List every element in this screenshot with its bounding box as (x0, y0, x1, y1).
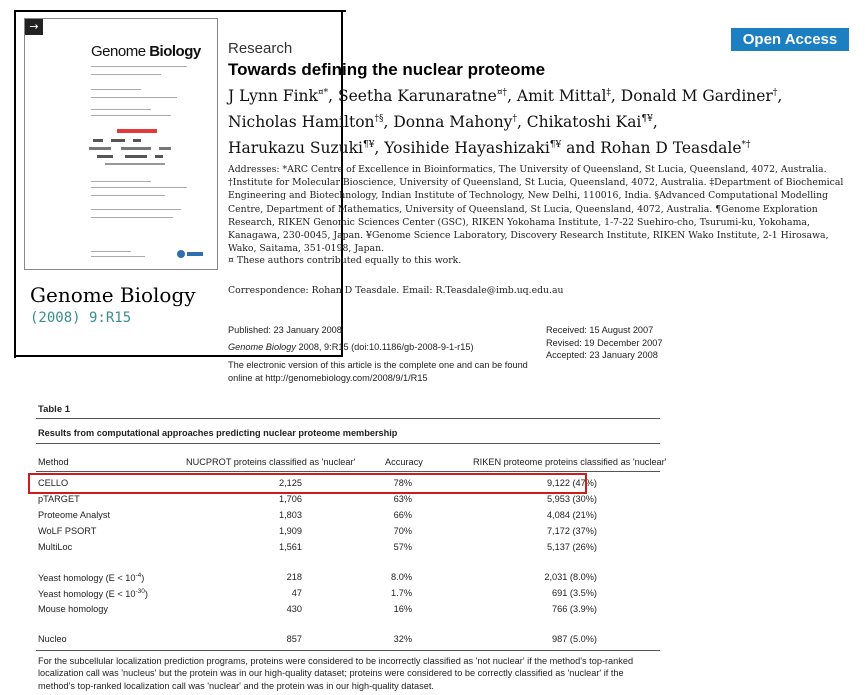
author-affiliation-marker: ¶¥ (641, 114, 653, 125)
author-separator: , (610, 87, 621, 106)
author-affiliation-marker: ¤* (317, 88, 329, 98)
author-affiliation-marker: ¶¥ (549, 140, 562, 151)
journal-reference: (2008) 9:R15 (30, 310, 132, 326)
author-addresses: Addresses: *ARC Centre of Excellence in Bioinformatics, The University of Queensland, St Lucia, Queensland, 4072, Australia. †Institute for Molecular Bioscience, University of Queensland, St Lucia, Queensland, 4072, Australia. ‡Department of Biochemical Engineering and Biotechnology, Indian Institute of Technology, New Delhi, 110016, India. §Advanced Computational Modelling Centre, Department of Mathematics, University of Queensland, St Lucia, Queensland, 4072, Australia. ¶Genome Exploration Research, RIKEN Genomic Sciences Center (GSC), RIKEN Yokohama Institute, 1-7-22 Suehiro-cho, Tsurumi-ku, Yokohama, Kanagawa, 230-0045, Japan. ¥Genome Science Laboratory, Discovery Research Institute, RIKEN Wako Institute, 2-1 Hirosawa, Wako, Saitama, 351-0198, Japan. (228, 164, 844, 255)
author-name: Donald M Gardiner (620, 87, 773, 106)
open-access-badge[interactable]: Open Access (731, 28, 849, 51)
received-date: Received: 15 August 2007 (546, 325, 654, 335)
cell-riken: 2,031 (8.0%) (544, 572, 597, 582)
column-header-method: Method (38, 457, 69, 467)
author-separator: , (328, 87, 338, 106)
cell-nucprot: 47 (291, 588, 302, 598)
author-separator: and (561, 139, 601, 158)
method-text: Nucleo (38, 634, 67, 644)
table-label: Table 1 (38, 404, 71, 415)
section-label: Research (228, 40, 293, 57)
article-title: Towards defining the nuclear proteome (228, 60, 546, 79)
cell-method (38, 510, 110, 520)
method-text: Yeast homology (E < 10 (38, 589, 136, 600)
cell-method (38, 634, 67, 644)
cover-title: Genome Biology (91, 43, 201, 60)
cover-text-line (91, 181, 151, 182)
accepted-date: Accepted: 23 January 2008 (546, 350, 658, 360)
cover-text-line (91, 115, 171, 116)
table-rule (36, 650, 660, 651)
author-name: Seetha Karunaratne (338, 87, 497, 106)
cell-method (38, 494, 80, 504)
method-text-end: ) (144, 589, 148, 600)
cover-text-line (91, 256, 145, 257)
cell-accuracy: 57% (393, 542, 412, 552)
author-affiliation-marker: † (512, 114, 517, 125)
cell-riken: 691 (3.5%) (552, 588, 597, 598)
author-separator: , (652, 113, 658, 132)
cell-nucprot: 1,561 (279, 542, 302, 552)
cell-nucprot: 857 (286, 634, 302, 644)
author-affiliation-marker: †§ (374, 114, 384, 125)
electronic-version-note[interactable]: The electronic version of this article is the complete one and can be found online at http://genomebiology.com/2008/9/1/R15 (228, 360, 528, 383)
cell-method (38, 588, 148, 599)
method-text: Proteome Analyst (38, 510, 111, 520)
method-text: MultiLoc (38, 542, 73, 552)
equal-contribution-note: ¤ These authors contributed equally to this work. (228, 255, 462, 266)
method-exponent: -4 (135, 572, 142, 579)
method-text: pTARGET (38, 494, 80, 504)
cover-text-line (91, 195, 165, 196)
author-separator: , (507, 87, 517, 106)
cover-text-line (91, 74, 161, 75)
author-affiliation-marker: ¶¥ (362, 140, 375, 151)
cello-row-highlight (28, 473, 587, 494)
cell-accuracy: 32% (393, 634, 412, 644)
cover-text-line (91, 209, 181, 210)
cell-accuracy: 8.0% (391, 572, 412, 582)
author-name: Donna Mahony (393, 113, 513, 132)
cover-text-line (91, 217, 173, 218)
cell-riken: 4,084 (21%) (546, 510, 597, 520)
cover-figure (85, 123, 195, 173)
cell-accuracy: 66% (393, 510, 412, 520)
method-text: Mouse homology (38, 604, 108, 614)
cell-riken: 5,137 (26%) (546, 542, 597, 552)
author-name: J Lynn Fink (228, 87, 318, 106)
method-exponent: -30 (135, 588, 145, 595)
column-header-riken: RIKEN proteome proteins classified as 'nuclear' (473, 457, 667, 467)
cover-frame-edge (14, 355, 343, 357)
method-text: CELLO (38, 478, 69, 488)
table-rule (36, 471, 660, 472)
published-date: Published: 23 January 2008 (228, 325, 342, 335)
column-header-accuracy: Accuracy (385, 457, 423, 467)
cell-riken: 987 (5.0%) (552, 634, 597, 644)
cell-riken: 766 (3.9%) (552, 604, 597, 614)
author-separator: , (777, 87, 783, 106)
revised-date: Revised: 19 December 2007 (546, 337, 663, 348)
cell-riken: 7,172 (37%) (546, 526, 597, 536)
cell-nucprot: 218 (286, 572, 302, 582)
cell-method (38, 572, 144, 583)
journal-cover-thumbnail[interactable] (24, 18, 218, 270)
cover-text-line (91, 66, 187, 67)
cell-accuracy: 16% (393, 604, 412, 614)
cell-nucprot: 1,803 (279, 510, 302, 520)
author-name: Harukazu Suzuki (228, 139, 363, 158)
cell-nucprot: 1,706 (279, 494, 302, 504)
author-name: Rohan D Teasdale (600, 139, 742, 158)
author-separator: , (374, 139, 385, 158)
cover-text-line (91, 89, 141, 90)
author-separator: , (383, 113, 394, 132)
cover-text-line (91, 97, 177, 98)
cover-text-line (91, 109, 151, 110)
table-rule (36, 418, 660, 419)
author-list (228, 82, 838, 160)
table-caption: Results from computational approaches predicting nuclear proteome membership (38, 428, 398, 438)
cell-accuracy: 1.7% (391, 588, 412, 598)
article-dates (546, 324, 662, 362)
citation: Genome Biology 2008, 9:R15 (doi:10.1186/gb-2008-9-1-r15) (228, 342, 474, 352)
author-name: Yosihide Hayashizaki (384, 139, 550, 158)
table-footnote: For the subcellular localization prediction programs, proteins were considered to be incorrectly classified as 'not nuclear' if the method's top-ranked localization call was 'nucleus' but the protein was in our high-quality dataset; proteins were considered to be correctly classified as 'nuclear' if the method's top-ranked localization call was 'nuclear' and the protein was in our high-quality dataset. (38, 656, 634, 691)
cell-method (38, 604, 108, 614)
author-affiliation-marker: † (772, 88, 778, 98)
author-affiliation-marker: ‡ (606, 88, 611, 98)
publisher-logo (175, 247, 205, 261)
cell-method (38, 542, 72, 552)
author-affiliation-marker: *† (741, 140, 751, 151)
cell-nucprot: 1,909 (279, 526, 302, 536)
cell-riken: 9,122 (47%) (546, 478, 597, 488)
cell-nucprot: 2,125 (279, 478, 302, 488)
journal-name: Genome Biology (30, 283, 196, 307)
method-text-end: ) (141, 573, 145, 584)
author-separator: , (516, 113, 527, 132)
cell-accuracy: 78% (393, 478, 412, 488)
method-text: Yeast homology (E < 10 (38, 573, 136, 584)
cover-text-line (91, 251, 131, 252)
cell-accuracy: 63% (393, 494, 412, 504)
author-affiliation-marker: ¤† (496, 88, 508, 98)
cover-text-line (91, 187, 187, 188)
author-name: Nicholas Hamilton (228, 113, 375, 132)
cell-nucprot: 430 (286, 604, 302, 614)
cell-riken: 5,953 (30%) (546, 494, 597, 504)
method-text: WoLF PSORT (38, 526, 97, 536)
author-name: Chikatoshi Kai (526, 113, 642, 132)
column-header-nucprot: NUCPROT proteins classified as 'nuclear' (186, 457, 356, 467)
author-name: Amit Mittal (516, 87, 607, 106)
table-rule (36, 443, 660, 444)
cell-accuracy: 70% (393, 526, 412, 536)
cell-method (38, 526, 96, 536)
correspondence[interactable]: Correspondence: Rohan D Teasdale. Email: R.Teasdale@imb.uq.edu.au (228, 285, 564, 296)
arrow-icon[interactable]: → (25, 19, 43, 35)
